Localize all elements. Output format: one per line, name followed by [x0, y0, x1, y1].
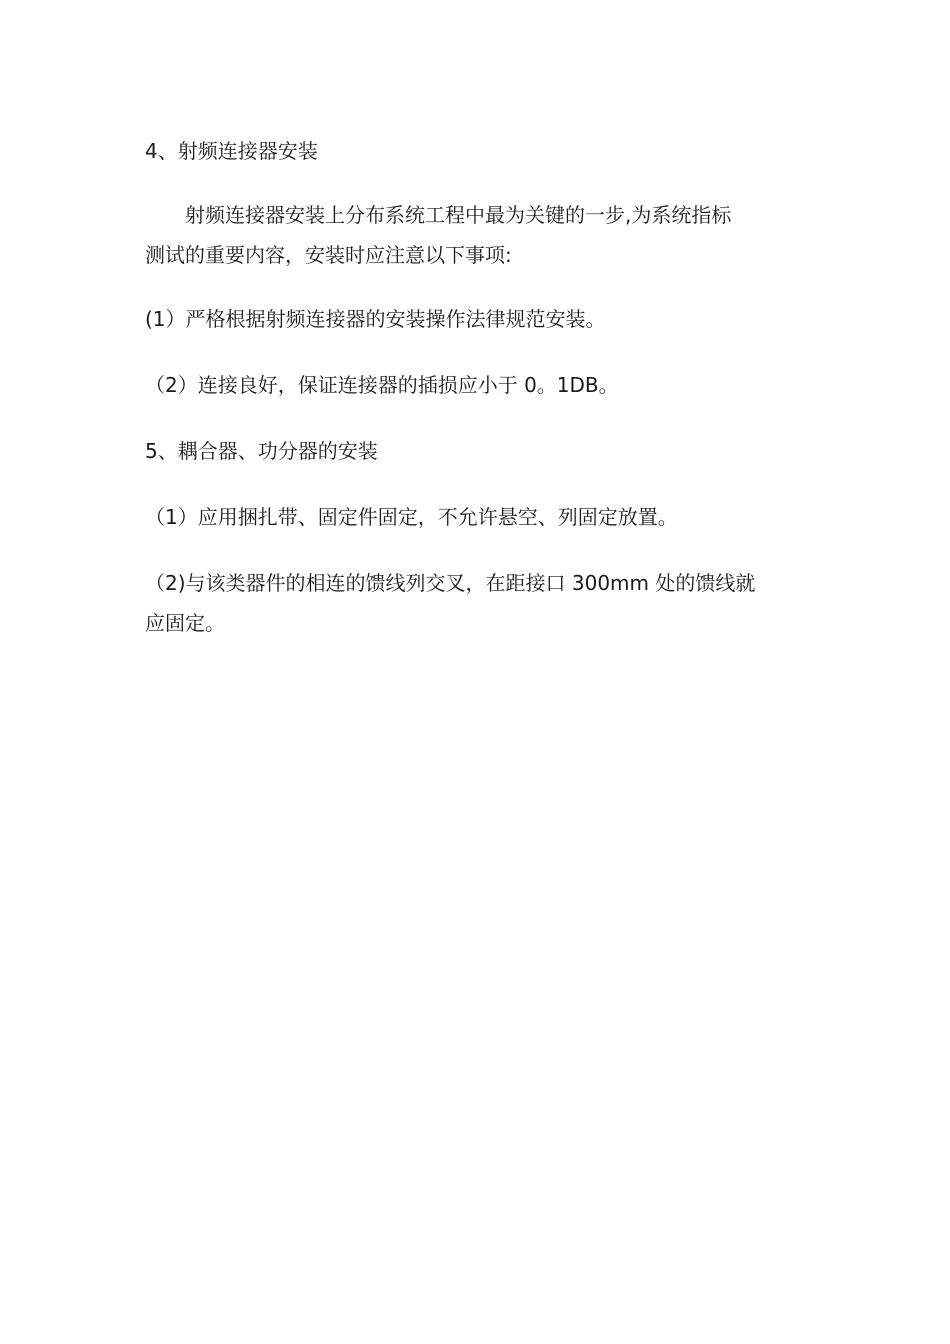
list-item-1	[145, 497, 810, 537]
list-item-text: （1）应用捆扎带、固定件固定，不允许悬空、列固定放置。	[145, 505, 678, 529]
heading-text: 4、射频连接器安装	[145, 139, 318, 163]
paragraph-line: 射频连接器安装上分布系统工程中最为关键的一步,为系统指标	[185, 203, 732, 227]
section-heading-4	[145, 131, 810, 171]
list-item-text: （2）连接良好，保证连接器的插损应小于 0。1DB。	[145, 373, 619, 397]
section-heading-5	[145, 431, 810, 471]
list-item-1	[145, 299, 810, 339]
heading-text: 5、耦合器、功分器的安装	[145, 439, 378, 463]
document-body	[145, 131, 810, 669]
list-item-text: （2)与该类器件的相连的馈线列交叉，在距接口 300mm 处的馈线就	[145, 571, 756, 595]
list-item-text: 应固定。	[145, 611, 225, 635]
paragraph-intro	[145, 195, 810, 275]
list-item-2	[145, 365, 810, 405]
paragraph-line: 测试的重要内容，安装时应注意以下事项:	[145, 243, 512, 267]
list-item-text: (1）严格根据射频连接器的安装操作法律规范安装。	[145, 307, 606, 331]
list-item-2	[145, 563, 810, 643]
